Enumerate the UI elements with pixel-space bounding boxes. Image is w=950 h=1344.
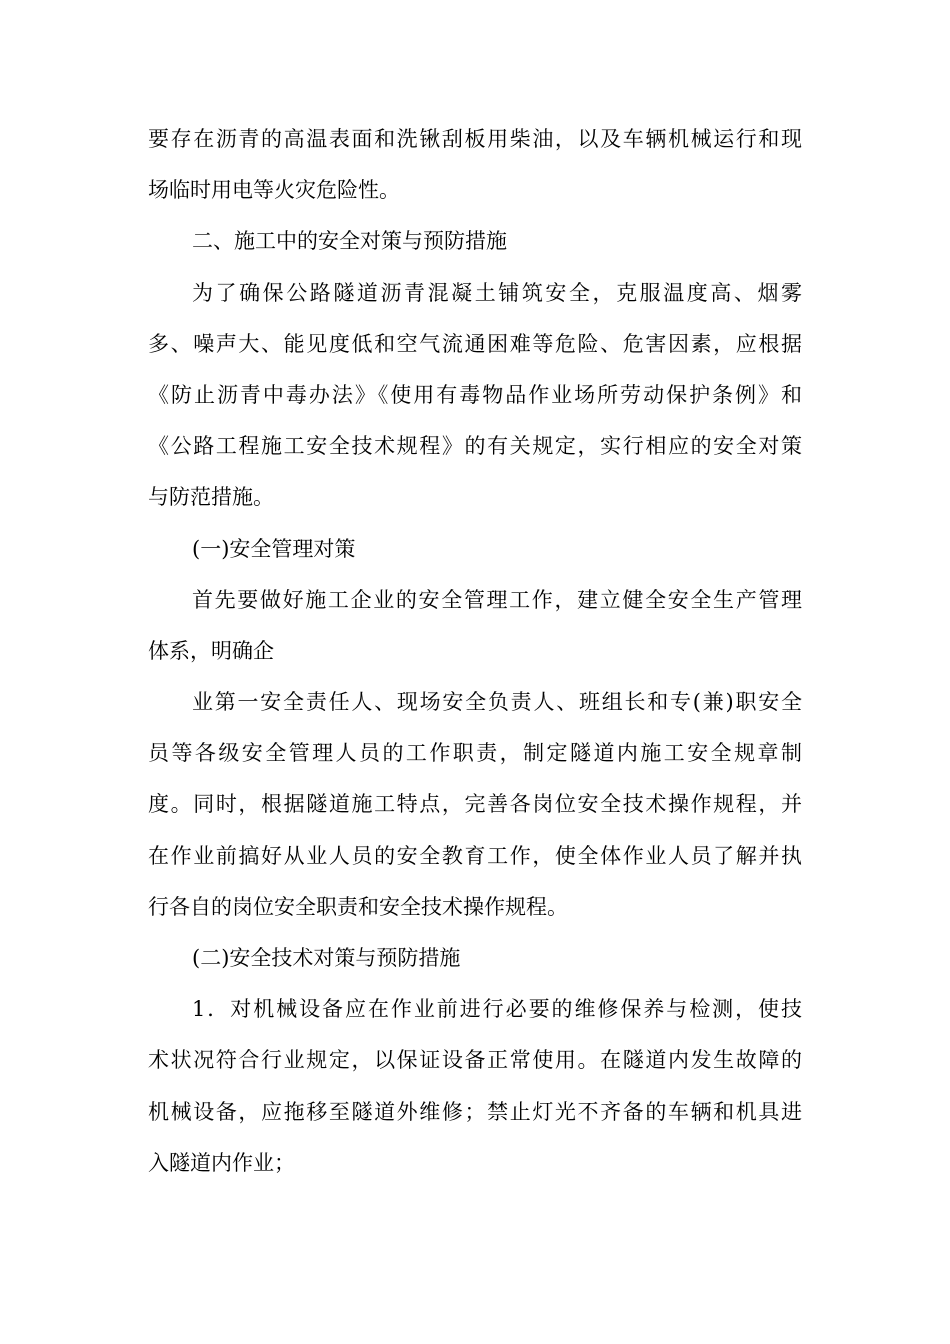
body-line-18: 1．对机械设备应在作业前进行必要的维修保养与检测，使技 xyxy=(192,997,802,1022)
body-line-19: 术状况符合行业规定，以保证设备正常使用。在隧道内发生故障的 xyxy=(148,1048,802,1073)
subsection-heading-1: (一)安全管理对策 xyxy=(192,536,356,561)
body-line-6: 《防止沥青中毒办法》《使用有毒物品作业场所劳动保护条例》和 xyxy=(148,382,802,407)
body-line-20: 机械设备，应拖移至隧道外维修；禁止灯光不齐备的车辆和机具进 xyxy=(148,1099,802,1124)
body-line-12: 业第一安全责任人、现场安全负责人、班组长和专(兼)职安全 xyxy=(192,690,802,715)
body-line-21: 入隧道内作业； xyxy=(148,1150,295,1175)
body-line-15: 在作业前搞好从业人员的安全教育工作，使全体作业人员了解并执 xyxy=(148,843,802,868)
section-heading-2: 二、施工中的安全对策与预防措施 xyxy=(192,229,507,254)
body-line-4: 为了确保公路隧道沥青混凝土铺筑安全，克服温度高、烟雾 xyxy=(192,280,802,305)
body-line-7: 《公路工程施工安全技术规程》的有关规定，实行相应的安全对策 xyxy=(148,434,802,459)
body-line-5: 多、噪声大、能见度低和空气流通困难等危险、危害因素，应根据 xyxy=(148,331,802,356)
body-line-13: 员等各级安全管理人员的工作职责，制定隧道内施工安全规章制 xyxy=(148,741,802,766)
body-line-14: 度。同时，根据隧道施工特点，完善各岗位安全技术操作规程，并 xyxy=(148,792,802,817)
body-line-11: 体系，明确企 xyxy=(148,638,274,663)
body-line-1: 要存在沥青的高温表面和洗锹刮板用柴油，以及车辆机械运行和现 xyxy=(148,127,802,151)
body-line-2: 场临时用电等火灾危险性。 xyxy=(148,178,400,203)
body-line-16: 行各自的岗位安全职责和安全技术操作规程。 xyxy=(148,894,568,919)
body-line-10: 首先要做好施工企业的安全管理工作，建立健全安全生产管理 xyxy=(192,587,802,612)
body-line-8: 与防范措施。 xyxy=(148,485,274,510)
subsection-heading-2: (二)安全技术对策与预防措施 xyxy=(192,946,461,970)
document-body xyxy=(148,114,802,1189)
